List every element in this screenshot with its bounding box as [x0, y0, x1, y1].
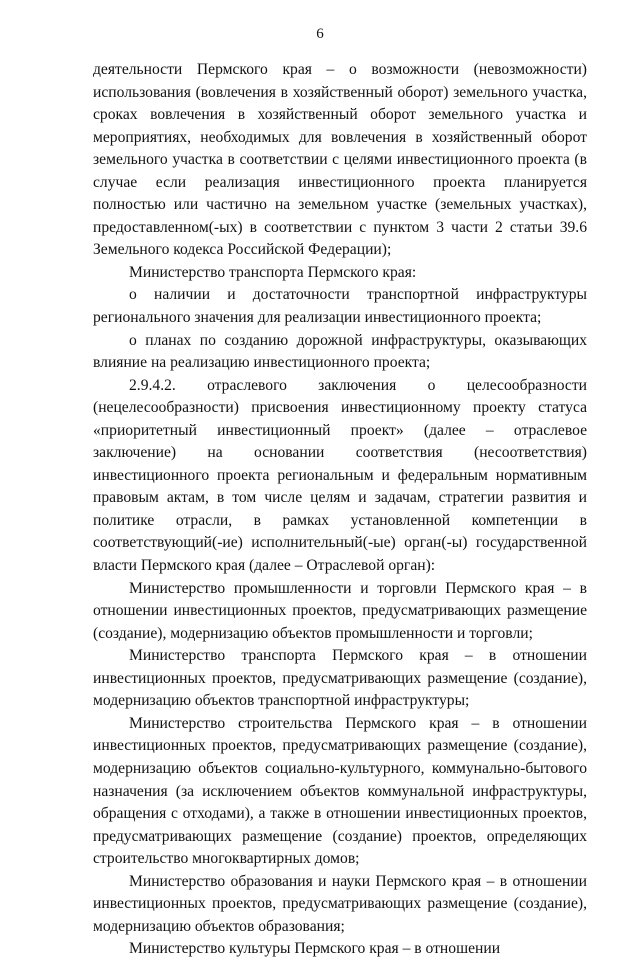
paragraph: деятельности Пермского края – о возможности (невозможности) использования (вовлечения в хозяйственный оборот) земельного участка, сроках вовлечения в хозяйственный оборот земельного участка и мероприятиях, необходимых для вовлечения в хозяйственный оборот земельного участка в соответствии с целями инвестиционного проекта (в случае если реализация инвестиционного проекта планируется полностью или частично на земельном участке (земельных участках), предоставленном(-ых) в соответствии с пунктом 3 части 2 статьи 39.6 Земельного кодекса Российской Федерации);	[93, 61, 587, 259]
paragraph: Министерство транспорта Пермского края – в отношении инвестиционных проектов, предусматривающих размещение (создание), модернизацию объектов транспортной инфраструктуры;	[93, 647, 587, 710]
paragraph: о планах по созданию дорожной инфраструктуры, оказывающих влияние на реализацию инвестиционного проекта;	[93, 331, 587, 372]
paragraph: Министерство культуры Пермского края – в отношении	[129, 940, 501, 958]
paragraph: о наличии и достаточности транспортной инфраструктуры регионального значения для реализации инвестиционного проекта;	[93, 286, 587, 327]
paragraph: Министерство строительства Пермского края – в отношении инвестиционных проектов, предусматривающих размещение (создание), модернизацию объектов социально-культурного, коммунально-бытового назначения (за исключением объектов коммунальной инфраструктуры, обращения с отходами), а также в отношении инвестиционных проектов, предусматривающих размещение (создание) проектов, определяющих строительство многоквартирных домов;	[93, 714, 587, 868]
page-number: 6	[316, 26, 324, 42]
paragraph: Министерство транспорта Пермского края:	[129, 263, 417, 281]
paragraph: 2.9.4.2. отраслевого заключения о целесообразности (нецелесообразности) присвоения инвестиционному проекту статуса «приоритетный инвестиционный проект» (далее – отраслевое заключение) на основании соответствия (несоответствия) инвестиционного проекта региональным и федеральным нормативным правовым актам, в том числе целям и задачам, стратегии развития и политике отрасли, в рамках установленной компетенции в соответствующий(-ие) исполнительный(-ые) орган(-ы) государственной власти Пермского края (далее – Отраслевой орган):	[93, 376, 587, 575]
paragraph: Министерство промышленности и торговли Пермского края – в отношении инвестиционных проектов, предусматривающих размещение (создание), модернизацию объектов промышленности и торговли;	[93, 579, 587, 642]
document-body	[93, 59, 587, 961]
paragraph: Министерство образования и науки Пермского края – в отношении инвестиционных проектов, предусматривающих размещение (создание), модернизацию объектов образования;	[93, 872, 587, 935]
